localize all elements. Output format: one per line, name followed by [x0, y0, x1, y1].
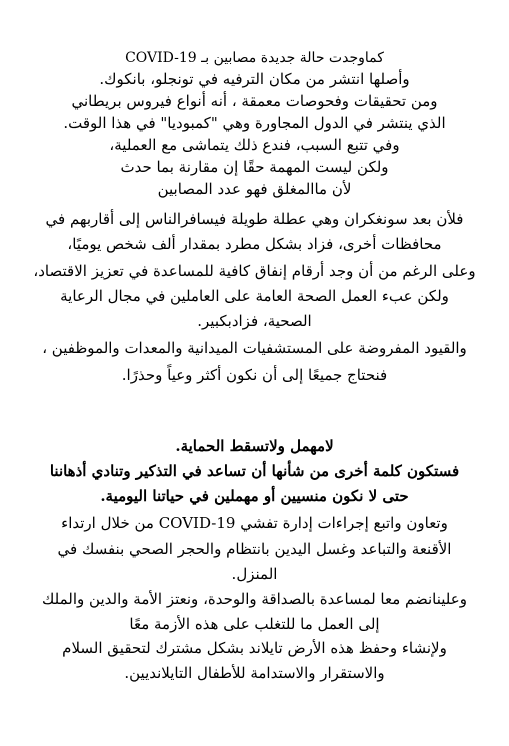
text-line: الذي ينتشر في الدول المجاورة وهي "كمبوديا" في هذا الوقت.	[63, 114, 446, 132]
text-line: الصحية، فزادبكبير.	[197, 312, 312, 330]
bold-text-line: لامهمل ولاتسقط الحماية.	[175, 437, 334, 455]
text-line: وأصلها انتشر من مكان الترفيه في تونجلو، بانكوك.	[99, 70, 410, 88]
text-line: المنزل.	[231, 565, 278, 583]
text-line: محافظات أخرى، فزاد بشكل مطرد بمقدار ألف شخص يوميًا،	[67, 235, 442, 253]
text-line: ومن تحقيقات وفحوصات معمقة ، أنه أنواع فيروس بريطاني	[71, 92, 438, 110]
text-line: فلأن بعد سونغكران وهي عطلة طويلة فيسافرالناس إلى أقاربهم في	[45, 210, 464, 228]
text-line: كماوجدت حالة جديدة مصابين بـ COVID-19	[125, 50, 384, 66]
text-line: ولإنشاء وحفظ هذه الأرض تايلاند بشكل مشترك لتحقيق السلام	[62, 639, 447, 657]
text-line: إلى العمل ما للتغلب على هذه الأزمة معًا	[129, 615, 380, 633]
text-line: وتعاون واتبع إجراءات إدارة تفشي COVID-19 من خلال ارتداء	[61, 514, 448, 532]
text-line: لأن ماالمغلق فهو عدد المصابين	[157, 180, 352, 198]
text-line: الأقنعة والتباعد وغسل اليدين بانتظام والحجر الصحي بنفسك في	[57, 540, 452, 558]
text-line: وعلينانضم معا لمساعدة بالصداقة والوحدة، ونعتز الأمة والدين والملك	[42, 590, 467, 608]
text-line: وعلى الرغم من أن وجد أرقام إنفاق كافية للمساعدة في تعزيز الاقتصاد،	[33, 262, 476, 280]
bold-text-line: فستكون كلمة أخرى من شأنها أن تساعد في التذكير وتنادي أذهاننا	[49, 462, 460, 480]
text-line: ولكن ليست المهمة حقًا إن مقارنة بما حدث	[120, 158, 389, 176]
text-line: والاستقرار والاستدامة للأطفال التايلانديين.	[124, 664, 385, 682]
text-line: فنحتاج جميعًا إلى أن نكون أكثر وعياً وحذرًا.	[121, 366, 388, 384]
text-line: ولكن عبء العمل الصحة العامة على العاملين في مجال الرعاية	[60, 287, 449, 305]
text-line: والقيود المفروضة على المستشفيات الميدانية والمعدات والموظفين ،	[42, 339, 467, 357]
text-line: وفي تتبع السبب، فندع ذلك يتماشى مع العملية،	[109, 136, 400, 154]
bold-text-line: حتى لا نكون منسيين أو مهملين في حياتنا اليومية.	[100, 487, 409, 505]
